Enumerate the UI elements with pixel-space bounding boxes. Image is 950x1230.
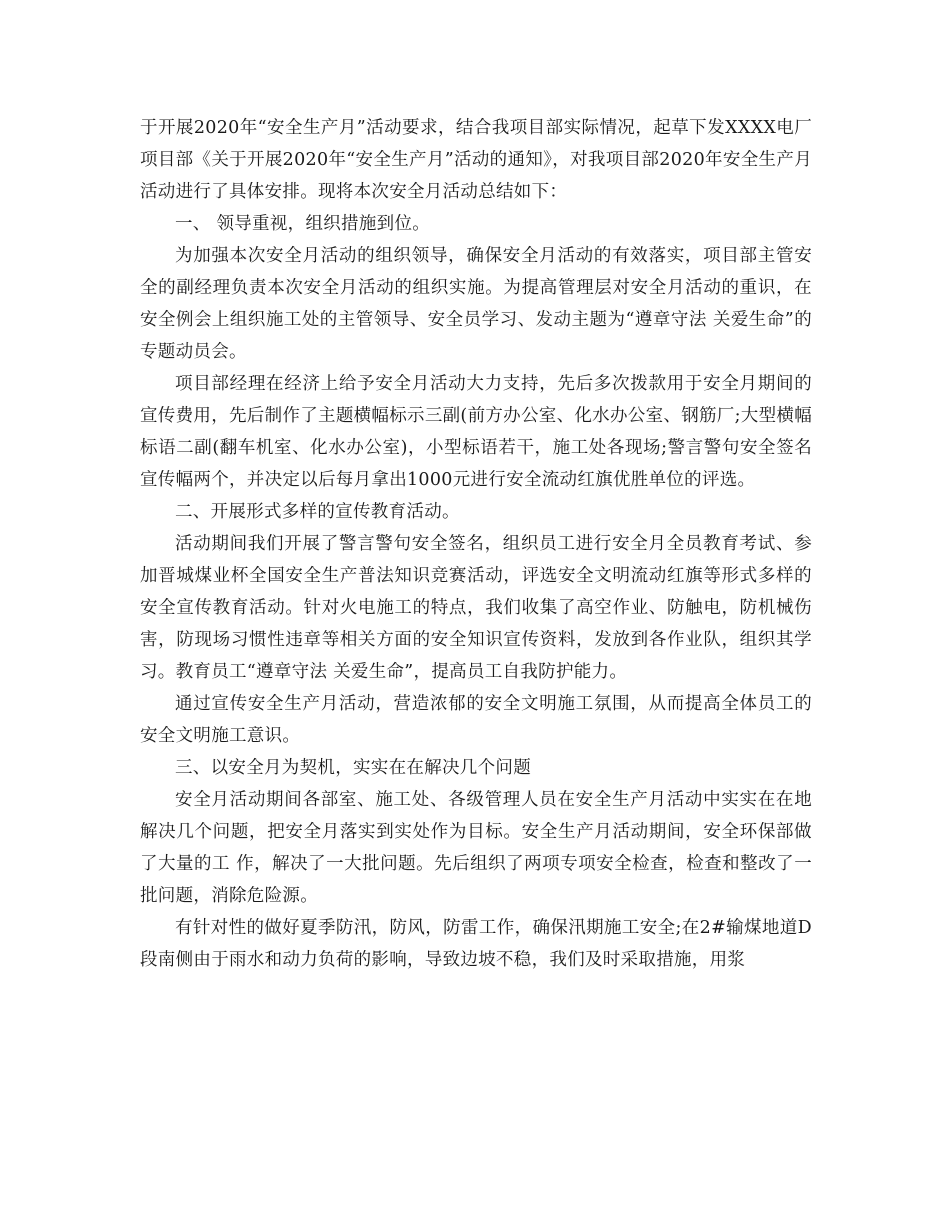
paragraph-flood-prevention: 有针对性的做好夏季防汛，防风，防雷工作，确保汛期施工安全;在2#输煤地道D段南侧由于雨水和动力负荷的影响，导致边坡不稳，我们及时采取措施，用浆 — [140, 918, 812, 970]
heading-section-1: 一、 领导重视，组织措施到位。 — [175, 214, 431, 234]
heading-section-3: 三、以安全月为契机，实实在在解决几个问题 — [175, 758, 531, 778]
document-body — [140, 112, 812, 976]
paragraph-activities: 活动期间我们开展了警言警句安全签名，组织员工进行安全月全员教育考试、参加晋城煤业杯全国安全生产普法知识竞赛活动，评选安全文明流动红旗等形式多样的安全宣传教育活动。针对火电施工的特点，我们收集了高空作业、防触电，防机械伤害，防现场习惯性违章等相关方面的安全知识宣传资料，发放到各作业队，组织其学习。教育员工“遵章守法 关爱生命”，提高员工自我防护能力。 — [140, 534, 812, 682]
paragraph-intro: 于开展2020年“安全生产月”活动要求，结合我项目部实际情况，起草下发XXXX电厂项目部《关于开展2020年“安全生产月”活动的通知》，对我项目部2020年安全生产月活动进行了具体安排。现将本次安全月活动总结如下： — [140, 118, 812, 202]
heading-section-2: 二、开展形式多样的宣传教育活动。 — [175, 502, 460, 522]
paragraph-problem-solving: 安全月活动期间各部室、施工处、各级管理人员在安全生产月活动中实实在在地解决几个问题，把安全月落实到实处作为目标。安全生产月活动期间，安全环保部做了大量的工 作，解决了一大批问题。先后组织了两项专项安全检查，检查和整改了一批问题，消除危险源。 — [140, 790, 812, 906]
paragraph-atmosphere: 通过宣传安全生产月活动，营造浓郁的安全文明施工氛围，从而提高全体员工的安全文明施工意识。 — [140, 694, 812, 746]
paragraph-leadership: 为加强本次安全月活动的组织领导，确保安全月活动的有效落实，项目部主管安全的副经理负责本次安全月活动的组织实施。为提高管理层对安全月活动的重识，在安全例会上组织施工处的主管领导、安全员学习、发动主题为“遵章守法 关爱生命”的专题动员会。 — [140, 246, 812, 362]
paragraph-funding: 项目部经理在经济上给予安全月活动大力支持，先后多次拨款用于安全月期间的宣传费用，先后制作了主题横幅标示三副(前方办公室、化水办公室、钢筋厂;大型横幅标语二副(翻车机室、化水办公室)，小型标语若干，施工处各现场;警言警句安全签名宣传幅两个，并决定以后每月拿出1000元进行安全流动红旗优胜单位的评选。 — [140, 374, 812, 490]
